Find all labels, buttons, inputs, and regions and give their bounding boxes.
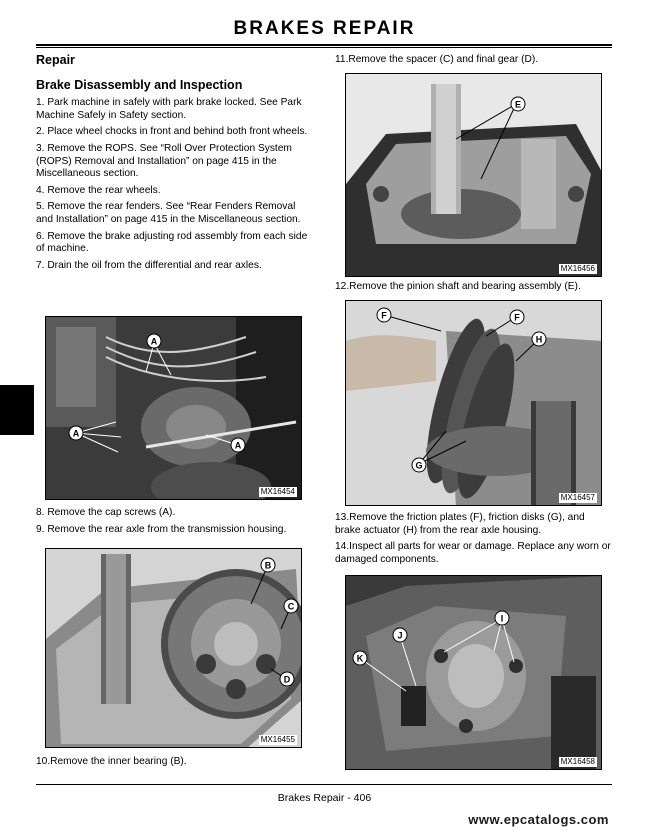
figure-id: MX16455 — [260, 735, 295, 744]
callout-a-3: A — [234, 440, 242, 451]
left-column-top — [36, 54, 314, 276]
step-5: 5. Remove the rear fenders. See “Rear Fenders Removal and Installation” on page 415 in the Miscellaneous section. — [36, 201, 301, 225]
step-1: 1. Park machine in safely with park brake locked. See Park Machine Safely in Safety section. — [36, 97, 302, 121]
callout-g: G — [415, 460, 423, 471]
callout-f-2: F — [514, 312, 520, 323]
step-13: 13.Remove the friction plates (F), friction disks (G), and brake actuator (H) from the rear axle housing. — [335, 512, 585, 536]
callout-h: H — [535, 334, 543, 345]
step-14: 14.Inspect all parts for wear or damage. Replace any worn or damaged components. — [335, 541, 611, 565]
step-6: 6. Remove the brake adjusting rod assembly from each side of machine. — [36, 230, 308, 255]
left-column-mid — [36, 507, 314, 540]
right-column-lower — [335, 512, 611, 570]
footer-rule — [36, 784, 612, 785]
step-7: 7. Drain the oil from the differential and rear axles. — [36, 259, 262, 271]
callout-j: J — [397, 630, 403, 641]
title-rule — [36, 44, 612, 46]
step-10: 10.Remove the inner bearing (B). — [36, 756, 187, 767]
figure-mx16458 — [345, 575, 602, 770]
callout-k: K — [356, 653, 364, 664]
figure-id: MX16456 — [560, 264, 595, 273]
callout-f-1: F — [381, 310, 387, 321]
step-11: 11.Remove the spacer (C) and final gear (D). — [335, 54, 539, 65]
figure-id: MX16457 — [560, 493, 595, 502]
callout-b: B — [264, 560, 272, 571]
figure-id: MX16454 — [260, 487, 295, 496]
title-rule-thin — [36, 47, 612, 48]
subsection-heading: Brake Disassembly and Inspection — [36, 77, 243, 92]
callout-d: D — [283, 674, 291, 685]
figure-mx16456 — [345, 73, 602, 277]
step-3: 3. Remove the ROPS. See “Roll Over Protection System (ROPS) Removal and Installation” on page 415 in the Miscellaneous section. — [36, 142, 292, 180]
right-column-mid — [335, 281, 611, 298]
section-heading: Repair — [36, 53, 75, 67]
callout-c: C — [287, 601, 295, 612]
callout-a-2: A — [72, 428, 80, 439]
callout-i: I — [500, 613, 504, 624]
step-2: 2. Place wheel chocks in front and behind both front wheels. — [36, 126, 308, 138]
step-9: 9. Remove the rear axle from the transmission housing. — [36, 523, 287, 535]
step-8: 8. Remove the cap screws (A). — [36, 507, 176, 518]
figure-mx16457 — [345, 300, 602, 506]
figure-id: MX16458 — [560, 757, 595, 766]
section-tab — [0, 385, 34, 435]
step-12: 12.Remove the pinion shaft and bearing assembly (E). — [335, 281, 581, 292]
callout-e: E — [514, 99, 522, 110]
right-column-top — [335, 54, 611, 71]
page-title: BRAKES REPAIR — [233, 18, 416, 39]
figure-mx16454 — [45, 316, 302, 500]
left-column-bottom — [36, 756, 314, 773]
page-footer: Brakes Repair - 406 — [277, 792, 372, 804]
figure-mx16455 — [45, 548, 302, 748]
step-4: 4. Remove the rear wheels. — [36, 184, 161, 196]
watermark-url[interactable]: www.epcatalogs.com — [468, 812, 609, 827]
callout-a-1: A — [150, 336, 158, 347]
